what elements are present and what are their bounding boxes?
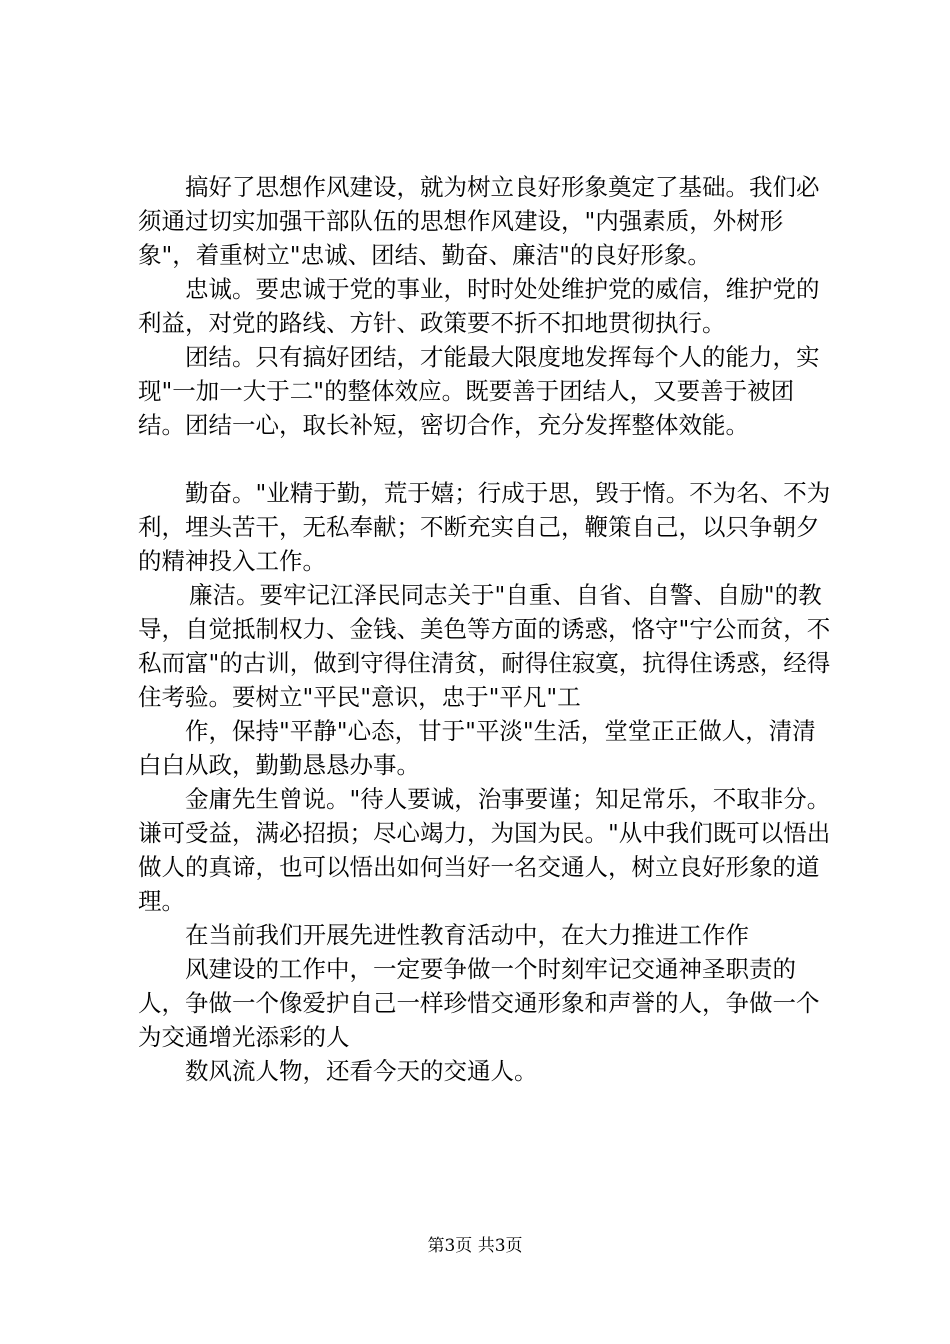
paragraph-integrity-continued: 作，保持"平静"心态，甘于"平淡"生活，堂堂正正做人，清清白白从政，勤勤恳恳办事。: [138, 717, 816, 779]
paragraph-education-activity: 在当前我们开展先进性教育活动中，在大力推进工作作: [185, 921, 749, 949]
paragraph-diligence: 勤奋。"业精于勤，荒于嬉；行成于思，毁于惰。不为名、不为利，埋头苦干，无私奉献；不断充实自己，鞭策自己，以只争朝夕的精神投入工作。: [138, 479, 831, 575]
document-body: [138, 170, 838, 1088]
paragraph-loyalty: 忠诚。要忠诚于党的事业，时时处处维护党的威信，维护党的利益，对党的路线、方针、政策要不折不扣地贯彻执行。: [138, 275, 820, 337]
paragraph-work-style: 风建设的工作中，一定要争做一个时刻牢记交通神圣职责的人，争做一个像爱护自己一样珍惜交通形象和声誉的人，争做一个为交通增光添彩的人: [138, 955, 820, 1051]
paragraph-intro: 搞好了思想作风建设，就为树立良好形象奠定了基础。我们必须通过切实加强干部队伍的思想作风建设，"内强素质，外树形象"，着重树立"忠诚、团结、勤奋、廉洁"的良好形象。: [138, 173, 820, 269]
paragraph-unity: 团结。只有搞好团结，才能最大限度地发挥每个人的能力，实现"一加一大于二"的整体效应。既要善于团结人，又要善于被团结。团结一心，取长补短，密切合作，充分发挥整体效能。: [138, 343, 820, 439]
page-footer: 第3页 共3页: [427, 1236, 523, 1256]
paragraph-integrity: 廉洁。要牢记江泽民同志关于"自重、自省、自警、自励"的教导，自觉抵制权力、金钱、美色等方面的诱惑，恪守"宁公而贫，不私而富"的古训，做到守得住清贫，耐得住寂寞，抗得住诱惑，经得住考验。要树立"平民"意识，忠于"平凡"工: [138, 581, 831, 711]
paragraph-jin-yong-quote: 金庸先生曾说。"待人要诚，治事要谨；知足常乐，不取非分。谦可受益，满必招损；尽心竭力，为国为民。"从中我们既可以悟出做人的真谛，也可以悟出如何当好一名交通人，树立良好形象的道理。: [138, 785, 831, 915]
paragraph-closing: 数风流人物，还看今天的交通人。: [185, 1057, 538, 1085]
